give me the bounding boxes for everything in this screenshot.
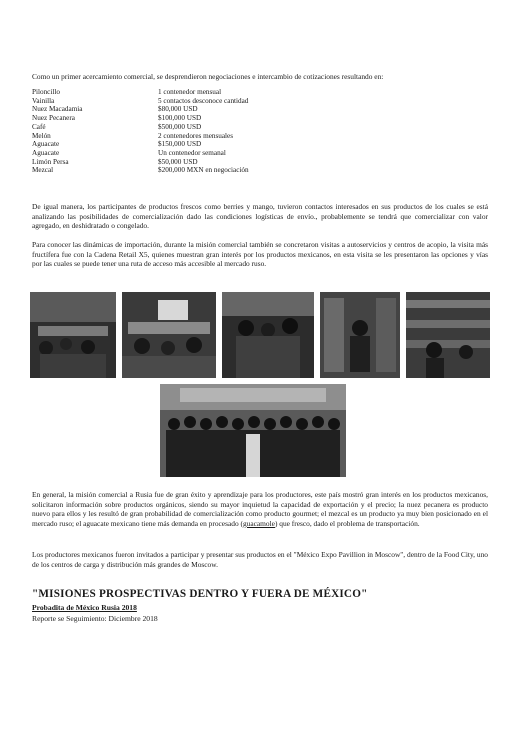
product-detail: $500,000 USD xyxy=(158,122,202,131)
products-table xyxy=(32,88,249,175)
product-detail: $80,000 USD xyxy=(158,105,198,114)
product-row xyxy=(32,97,249,106)
product-detail: $150,000 USD xyxy=(158,140,202,149)
import-visits-paragraph: Para conocer las dinámicas de importación, durante la misión comercial también se concretaron visitas a autoservicios y centros de acopio, la visita más fructífera fue con la Cadena Retail X5, quienes muestran gran interés por los productos mexicanos, en esta visita se les presentaron las opciones y vías por las cuales se puede tener una ruta de acceso más accesible al mercado ruso. xyxy=(32,240,488,269)
product-row xyxy=(32,140,249,149)
product-name: Nuez Pecanera xyxy=(32,114,75,123)
product-name: Aguacate xyxy=(32,140,60,149)
product-row xyxy=(32,114,249,123)
product-detail: $200,000 MXN en negociación xyxy=(158,166,249,175)
photo-group xyxy=(160,384,346,477)
photo-row xyxy=(30,292,490,378)
intro-paragraph: Como un primer acercamiento comercial, se desprendieron negociaciones e intercambio de cotizaciones resultando en: xyxy=(32,72,384,81)
section-subtitle: Probadita de México Rusia 2018 xyxy=(32,603,137,612)
product-row xyxy=(32,166,249,175)
product-detail: 5 contactos desconoce cantidad xyxy=(158,96,249,105)
product-detail: Un contenedor semanal xyxy=(158,148,226,157)
product-row xyxy=(32,88,249,97)
product-detail: 2 contenedores mensuales xyxy=(158,131,234,140)
product-name: Mezcal xyxy=(32,166,54,175)
section-headline: "MISIONES PROSPECTIVAS DENTRO Y FUERA DE MÉXICO" xyxy=(32,588,368,600)
photo-presentation xyxy=(122,292,216,378)
product-detail: $50,000 USD xyxy=(158,157,198,166)
product-name: Melón xyxy=(32,131,51,140)
general-results-text: En general, la misión comercial a Rusia fue de gran éxito y aprendizaje para los productores, este país mostró gran interés en los productos mexicanos, solicitaron información sobre productos orgánicos, siendo su mayor inquietud la capacidad de exportación y el precio; la nuez pecanera es producto nuevo para ellos y les resultó de gran probabilidad de comercialización como producto gourmet; el mezcal es un producto ya muy bien posicionado en el mercado ruso; el aguacate mexicano tiene más demanda en procesado ( xyxy=(32,490,488,528)
photo-meeting-room xyxy=(30,292,116,378)
fresh-products-paragraph: De igual manera, los participantes de productos frescos como berries y mango, tuvieron contactos interesados en sus productos de los cuales se está analizando las posibilidades de comercialización dado las condiciones logísticas de envío., probablemente se tendrá que comercializar con valor agregado, en deshidratado o congelado. xyxy=(32,202,488,231)
guacamole-underlined: guacamole xyxy=(242,518,275,528)
product-row xyxy=(32,158,249,167)
report-date: Reporte se Seguimiento: Diciembre 2018 xyxy=(32,614,158,623)
expo-paragraph: Los productores mexicanos fueron invitados a participar y presentar sus productos en el "México Expo Pavillion in Moscow", dentro de la Food City, uno de los centros de carga y distribución más grandes de Moscow. xyxy=(32,550,488,569)
product-row xyxy=(32,123,249,132)
product-name: Nuez Macadamia xyxy=(32,105,83,114)
product-name: Vainilla xyxy=(32,96,55,105)
general-results-text-end: ) que fresco, dado el problema de transportación. xyxy=(274,518,420,528)
product-name: Aguacate xyxy=(32,148,60,157)
product-detail: 1 contenedor mensual xyxy=(158,88,222,96)
product-row xyxy=(32,132,249,141)
photo-store-shelves xyxy=(406,292,490,378)
product-detail: $100,000 USD xyxy=(158,114,202,123)
photo-warehouse xyxy=(320,292,400,378)
product-row xyxy=(32,149,249,158)
product-row xyxy=(32,105,249,114)
general-results-paragraph xyxy=(32,490,488,528)
product-name: Café xyxy=(32,122,46,131)
product-name: Limón Persa xyxy=(32,157,69,166)
photo-retail-visit xyxy=(222,292,314,378)
product-name: Piloncillo xyxy=(32,88,60,96)
